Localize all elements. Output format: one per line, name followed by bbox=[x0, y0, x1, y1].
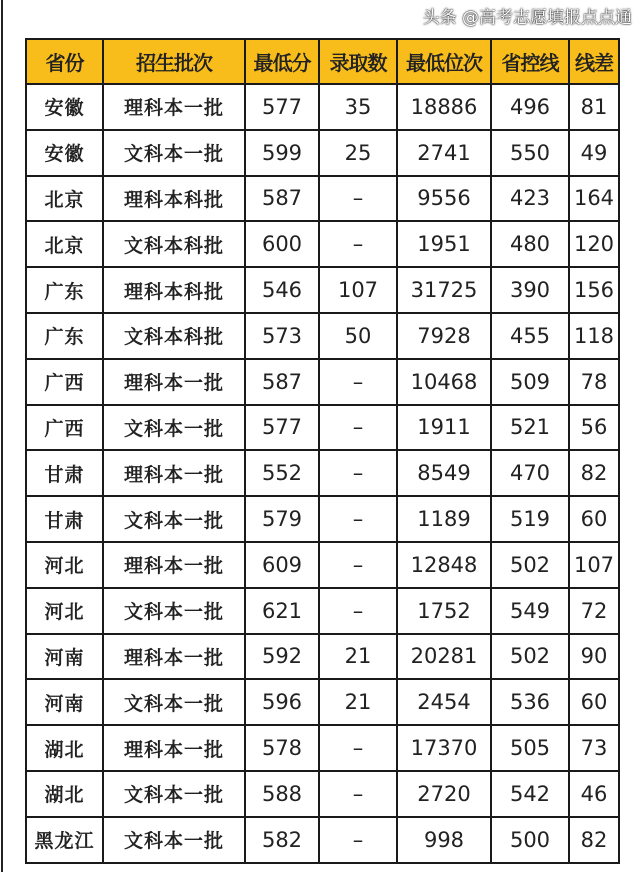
admission-score-table bbox=[25, 38, 620, 864]
cell-min-rank: 9556 bbox=[397, 176, 491, 222]
cell-min-score: 592 bbox=[245, 634, 319, 680]
cell-min-rank: 18886 bbox=[397, 84, 491, 130]
cell-min-score: 577 bbox=[245, 84, 319, 130]
table-header-row bbox=[26, 39, 619, 84]
cell-control-line: 542 bbox=[491, 771, 569, 817]
cell-admitted-count: – bbox=[319, 588, 397, 634]
cell-province: 黑龙江 bbox=[26, 817, 103, 863]
cell-min-score: 596 bbox=[245, 679, 319, 725]
cell-min-score: 579 bbox=[245, 496, 319, 542]
cell-min-score: 587 bbox=[245, 359, 319, 405]
cell-min-rank: 2741 bbox=[397, 130, 491, 176]
cell-min-rank: 2454 bbox=[397, 679, 491, 725]
cell-min-score: 546 bbox=[245, 267, 319, 313]
cell-control-line: 502 bbox=[491, 542, 569, 588]
cell-province: 安徽 bbox=[26, 130, 103, 176]
table-row bbox=[26, 176, 619, 222]
cell-province: 北京 bbox=[26, 221, 103, 267]
cell-score-diff: 60 bbox=[569, 679, 619, 725]
cell-province: 安徽 bbox=[26, 84, 103, 130]
cell-province: 湖北 bbox=[26, 771, 103, 817]
cell-score-diff: 90 bbox=[569, 634, 619, 680]
cell-score-diff: 120 bbox=[569, 221, 619, 267]
cell-min-rank: 8549 bbox=[397, 450, 491, 496]
cell-batch: 文科本科批 bbox=[103, 221, 245, 267]
cell-score-diff: 82 bbox=[569, 817, 619, 863]
cell-admitted-count: 25 bbox=[319, 130, 397, 176]
cell-admitted-count: 35 bbox=[319, 84, 397, 130]
cell-score-diff: 107 bbox=[569, 542, 619, 588]
cell-score-diff: 118 bbox=[569, 313, 619, 359]
cell-min-rank: 1189 bbox=[397, 496, 491, 542]
cell-province: 广西 bbox=[26, 359, 103, 405]
table-row bbox=[26, 725, 619, 771]
cell-admitted-count: – bbox=[319, 405, 397, 451]
cell-province: 广西 bbox=[26, 405, 103, 451]
cell-province: 湖北 bbox=[26, 725, 103, 771]
table-row bbox=[26, 313, 619, 359]
cell-min-rank: 2720 bbox=[397, 771, 491, 817]
cell-batch: 理科本一批 bbox=[103, 359, 245, 405]
cell-min-rank: 1752 bbox=[397, 588, 491, 634]
header-control-line: 省控线 bbox=[491, 39, 569, 84]
cell-min-score: 578 bbox=[245, 725, 319, 771]
cell-admitted-count: – bbox=[319, 359, 397, 405]
cell-min-score: 609 bbox=[245, 542, 319, 588]
cell-admitted-count: – bbox=[319, 542, 397, 588]
cell-batch: 文科本一批 bbox=[103, 405, 245, 451]
cell-score-diff: 72 bbox=[569, 588, 619, 634]
cell-batch: 理科本科批 bbox=[103, 267, 245, 313]
cell-admitted-count: 107 bbox=[319, 267, 397, 313]
table-row bbox=[26, 450, 619, 496]
header-admitted-count: 录取数 bbox=[319, 39, 397, 84]
cell-score-diff: 81 bbox=[569, 84, 619, 130]
cell-batch: 文科本一批 bbox=[103, 679, 245, 725]
cell-batch: 文科本一批 bbox=[103, 130, 245, 176]
cell-min-score: 588 bbox=[245, 771, 319, 817]
cell-control-line: 536 bbox=[491, 679, 569, 725]
cell-batch: 理科本一批 bbox=[103, 725, 245, 771]
cell-admitted-count: – bbox=[319, 176, 397, 222]
cell-admitted-count: 21 bbox=[319, 679, 397, 725]
cell-min-score: 552 bbox=[245, 450, 319, 496]
header-min-rank: 最低位次 bbox=[397, 39, 491, 84]
cell-min-score: 573 bbox=[245, 313, 319, 359]
table-row bbox=[26, 130, 619, 176]
cell-min-rank: 17370 bbox=[397, 725, 491, 771]
cell-batch: 文科本一批 bbox=[103, 588, 245, 634]
cell-score-diff: 46 bbox=[569, 771, 619, 817]
cell-control-line: 455 bbox=[491, 313, 569, 359]
cell-control-line: 505 bbox=[491, 725, 569, 771]
cell-control-line: 502 bbox=[491, 634, 569, 680]
cell-control-line: 550 bbox=[491, 130, 569, 176]
cell-score-diff: 156 bbox=[569, 267, 619, 313]
cell-min-rank: 1951 bbox=[397, 221, 491, 267]
cell-control-line: 521 bbox=[491, 405, 569, 451]
header-score-diff: 线差 bbox=[569, 39, 619, 84]
cell-admitted-count: 21 bbox=[319, 634, 397, 680]
cell-province: 北京 bbox=[26, 176, 103, 222]
cell-control-line: 519 bbox=[491, 496, 569, 542]
cell-min-score: 599 bbox=[245, 130, 319, 176]
table-row bbox=[26, 221, 619, 267]
cell-min-rank: 20281 bbox=[397, 634, 491, 680]
cell-min-score: 577 bbox=[245, 405, 319, 451]
cell-province: 甘肃 bbox=[26, 496, 103, 542]
cell-control-line: 423 bbox=[491, 176, 569, 222]
table-row bbox=[26, 84, 619, 130]
cell-control-line: 480 bbox=[491, 221, 569, 267]
table-row bbox=[26, 588, 619, 634]
header-province: 省份 bbox=[26, 39, 103, 84]
cell-batch: 文科本一批 bbox=[103, 771, 245, 817]
cell-batch: 文科本一批 bbox=[103, 496, 245, 542]
table-row bbox=[26, 817, 619, 863]
cell-province: 河北 bbox=[26, 588, 103, 634]
table-row bbox=[26, 679, 619, 725]
header-batch: 招生批次 bbox=[103, 39, 245, 84]
cell-admitted-count: – bbox=[319, 450, 397, 496]
cell-score-diff: 82 bbox=[569, 450, 619, 496]
cell-province: 河南 bbox=[26, 679, 103, 725]
table-row bbox=[26, 267, 619, 313]
cell-min-score: 582 bbox=[245, 817, 319, 863]
cell-admitted-count: – bbox=[319, 771, 397, 817]
cell-province: 广东 bbox=[26, 267, 103, 313]
cell-control-line: 496 bbox=[491, 84, 569, 130]
cell-control-line: 390 bbox=[491, 267, 569, 313]
cell-admitted-count: – bbox=[319, 496, 397, 542]
cell-batch: 文科本科批 bbox=[103, 313, 245, 359]
cell-batch: 理科本一批 bbox=[103, 542, 245, 588]
cell-province: 河北 bbox=[26, 542, 103, 588]
table-row bbox=[26, 496, 619, 542]
cell-score-diff: 60 bbox=[569, 496, 619, 542]
cell-score-diff: 56 bbox=[569, 405, 619, 451]
left-border-line bbox=[1, 0, 3, 872]
cell-min-rank: 998 bbox=[397, 817, 491, 863]
cell-province: 河南 bbox=[26, 634, 103, 680]
cell-min-rank: 31725 bbox=[397, 267, 491, 313]
cell-admitted-count: – bbox=[319, 817, 397, 863]
cell-admitted-count: 50 bbox=[319, 313, 397, 359]
cell-min-rank: 12848 bbox=[397, 542, 491, 588]
cell-province: 广东 bbox=[26, 313, 103, 359]
table-row bbox=[26, 405, 619, 451]
cell-score-diff: 73 bbox=[569, 725, 619, 771]
cell-min-rank: 1911 bbox=[397, 405, 491, 451]
cell-batch: 文科本一批 bbox=[103, 817, 245, 863]
cell-batch: 理科本一批 bbox=[103, 634, 245, 680]
watermark: 头条 @高考志愿填报点点通 bbox=[422, 8, 632, 28]
cell-min-score: 600 bbox=[245, 221, 319, 267]
cell-min-rank: 10468 bbox=[397, 359, 491, 405]
cell-batch: 理科本一批 bbox=[103, 450, 245, 496]
cell-control-line: 549 bbox=[491, 588, 569, 634]
cell-score-diff: 78 bbox=[569, 359, 619, 405]
cell-min-score: 621 bbox=[245, 588, 319, 634]
cell-min-rank: 7928 bbox=[397, 313, 491, 359]
table-row bbox=[26, 542, 619, 588]
table-row bbox=[26, 771, 619, 817]
cell-admitted-count: – bbox=[319, 725, 397, 771]
cell-admitted-count: – bbox=[319, 221, 397, 267]
cell-min-score: 587 bbox=[245, 176, 319, 222]
cell-batch: 理科本科批 bbox=[103, 176, 245, 222]
table-row bbox=[26, 359, 619, 405]
cell-control-line: 500 bbox=[491, 817, 569, 863]
cell-score-diff: 49 bbox=[569, 130, 619, 176]
cell-batch: 理科本一批 bbox=[103, 84, 245, 130]
cell-province: 甘肃 bbox=[26, 450, 103, 496]
cell-control-line: 470 bbox=[491, 450, 569, 496]
table-row bbox=[26, 634, 619, 680]
header-min-score: 最低分 bbox=[245, 39, 319, 84]
cell-control-line: 509 bbox=[491, 359, 569, 405]
cell-score-diff: 164 bbox=[569, 176, 619, 222]
